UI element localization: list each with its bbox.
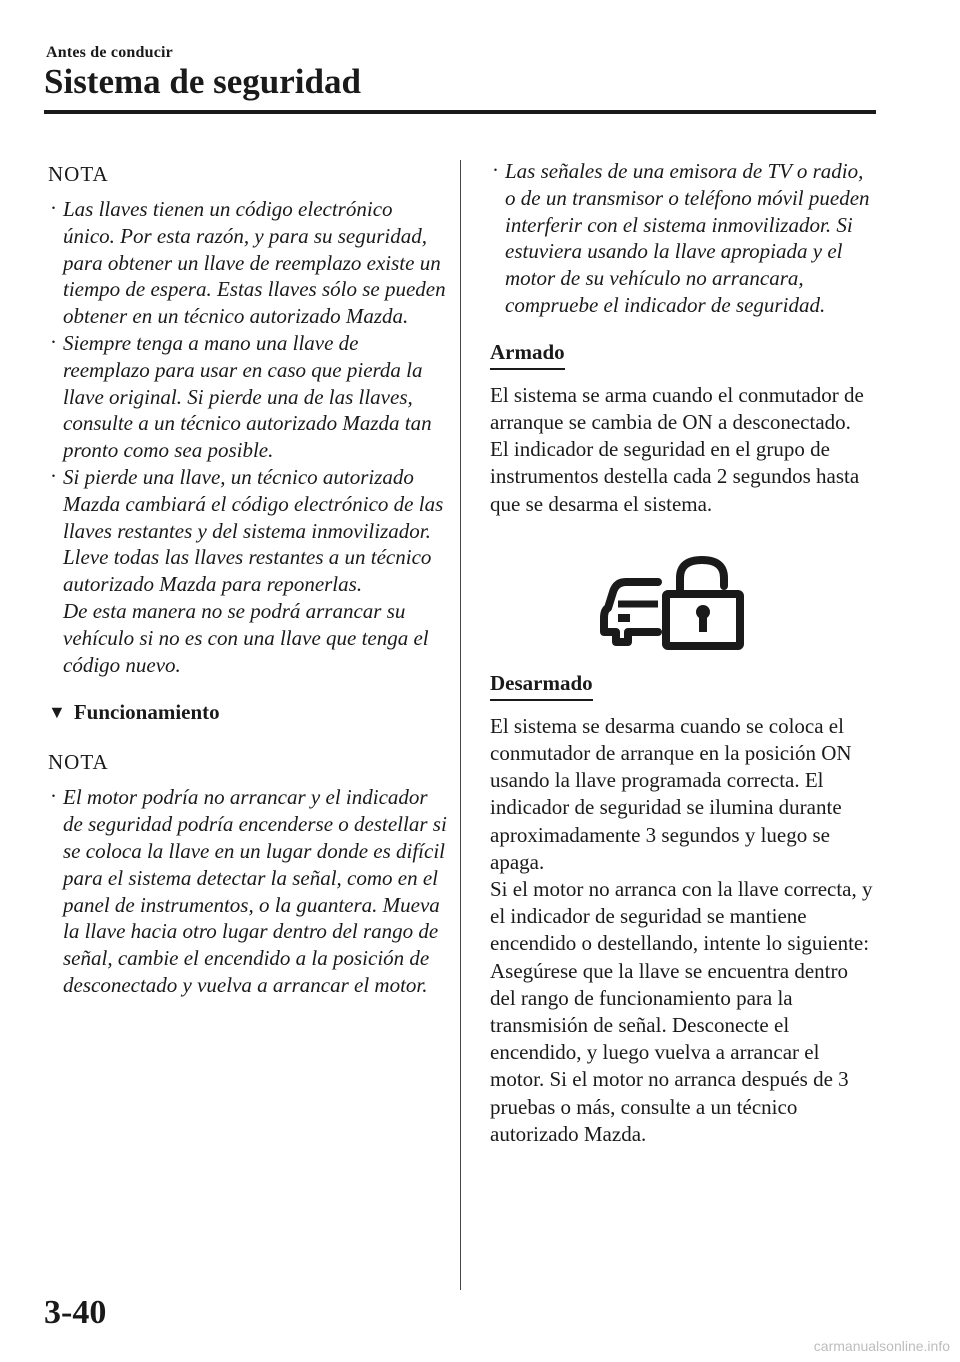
list-item: · El motor podría no arrancar y el indicador de seguridad podría encenderse o destellar si se coloca la llave en un lugar donde es difícil para el sistema detectar la señal, como en el panel de instrumentos, o la guantera. Mueva la llave hacia otro lugar dentro del rango de señal, cambie el encendido a la posición de desconectado y vuelva a arrancar el motor. bbox=[50, 784, 447, 997]
security-indicator-figure bbox=[490, 552, 875, 652]
list-item: · Si pierde una llave, un técnico autorizado Mazda cambiará el código electrónico de las llaves restantes y del sistema inmovilizador. Lleve todas las llaves restantes a un técnico autorizado Mazda para reponerlas. De esta manera no se podrá arrancar su vehículo si no es con una llave que tenga el código nuevo. bbox=[48, 464, 448, 678]
note-label: NOTA bbox=[48, 162, 109, 186]
armado-paragraph: El sistema se arma cuando el conmutador de arranque se cambia de ON a desconectado. El indicador de seguridad en el grupo de instrumentos destella cada 2 segundos hasta que se desarma el sistema. bbox=[490, 382, 864, 516]
section-label: Antes de conducir bbox=[46, 44, 173, 61]
note-list bbox=[48, 784, 448, 998]
armado-heading: Armado bbox=[490, 337, 565, 370]
list-item: · Las llaves tienen un código electrónico único. Por esta razón, y para su seguridad, para obtener un llave de reemplazo existe un tiempo de espera. Estas llaves sólo se pueden obtener en un técnico autorizado Mazda. bbox=[50, 196, 446, 329]
bullet-icon: · bbox=[50, 463, 57, 488]
page-number: 3-40 bbox=[44, 1294, 107, 1331]
note-list bbox=[48, 196, 448, 678]
security-indicator-lock-icon bbox=[598, 552, 768, 652]
desarmado-paragraph: El sistema se desarma cuando se coloca el conmutador de arranque en la posición ON usando la llave programada correcta. El indicador de seguridad se ilumina durante aproximadamente 3 segundos y luego se apaga. Si el motor no arranca con la llave correcta, y el indicador de seguridad se mantiene encendido o destellando, intente lo siguiente: Asegúrese que la llave se encuentra dentro del rango de funcionamiento para la transmisión de señal. Desconecte el encendido, y luego vuelva a arrancar el motor. Si el motor no arranca después de 3 pruebas o más, consulte a un técnico autorizado Mazda. bbox=[490, 713, 873, 1146]
car-light bbox=[618, 614, 630, 622]
note-label: NOTA bbox=[48, 750, 109, 775]
bullet-icon: · bbox=[50, 196, 57, 220]
column-divider bbox=[460, 160, 461, 1290]
watermark: carmanualsonline.info bbox=[813, 1338, 950, 1354]
car-outline bbox=[604, 582, 658, 642]
page-title: Sistema de seguridad bbox=[44, 62, 361, 101]
keyhole-slot bbox=[699, 614, 707, 632]
list-item-continuation: De esta manera no se podrá arrancar su vehículo si no es con una llave que tenga el código nuevo. bbox=[63, 598, 429, 677]
list-item: · Las señales de una emisora de TV o radio, o de un transmisor o teléfono móvil pueden interferir con el sistema inmovilizador. Si estuviera usando la llave apropiada y el motor de su vehículo no arrancara, compruebe el indicador de seguridad. bbox=[492, 158, 870, 317]
section-heading-funcionamiento: ▼ Funcionamiento bbox=[48, 700, 220, 725]
note-list bbox=[490, 158, 875, 319]
desarmado-heading: Desarmado bbox=[490, 668, 593, 701]
bullet-icon: · bbox=[492, 158, 499, 182]
bullet-icon: · bbox=[50, 329, 57, 354]
bullet-icon: · bbox=[50, 784, 57, 809]
right-column bbox=[490, 158, 875, 1148]
list-item: · Siempre tenga a mano una llave de reemplazo para usar en caso que pierda la llave original. Si pierde una de las llaves, consulte a un técnico autorizado Mazda tan pronto como sea posible. bbox=[50, 329, 432, 463]
left-column bbox=[48, 158, 448, 999]
lock-shackle bbox=[680, 560, 724, 594]
title-rule bbox=[44, 110, 876, 114]
triangle-down-icon: ▼ bbox=[48, 702, 66, 723]
